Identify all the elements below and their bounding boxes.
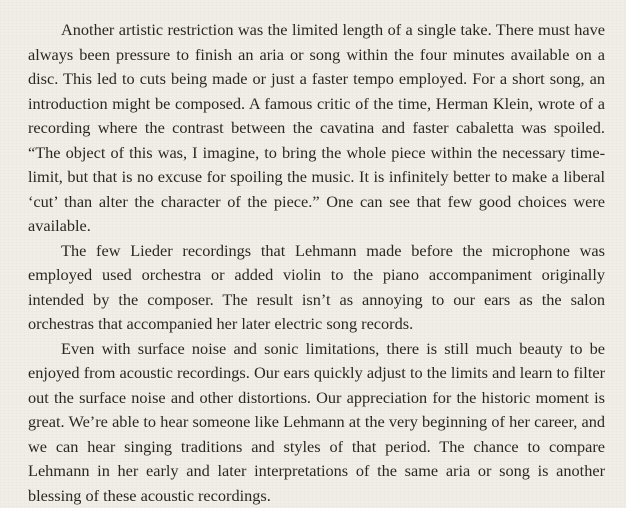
paragraph-2: The few Lieder recordings that Lehmann made before the microphone was employed used orchestra or added violin to the piano accompaniment originally intended by the composer. The result isn’t as annoying to our ears as the salon orchestras that accompanied her later electric song records. [28,239,605,337]
paragraph-1: Another artistic restriction was the limited length of a single take. There must have always been pressure to finish an aria or song within the four minutes available on a disc. This led to cuts being made or just a faster tempo employed. For a short song, an introduction might be composed. A famous critic of the time, Herman Klein, wrote of a recording where the contrast between the cavatina and faster cabaletta was spoiled. “The object of this was, I imagine, to bring the whole piece within the necessary time-limit, but that is no excuse for spoiling the music. It is infinitely better to make a liberal ‘cut’ than alter the character of the piece.” One can see that few good choices were available. [28,18,605,239]
document-page [28,18,605,508]
paragraph-3: Even with surface noise and sonic limitations, there is still much beauty to be enjoyed from acoustic recordings. Our ears quickly adjust to the limits and learn to filter out the surface noise and other distortions. Our appreciation for the historic moment is great. We’re able to hear someone like Lehmann at the very beginning of her career, and we can hear singing traditions and styles of that period. The chance to compare Lehmann in her early and later interpretations of the same aria or song is another blessing of these acoustic recordings. [28,337,605,508]
